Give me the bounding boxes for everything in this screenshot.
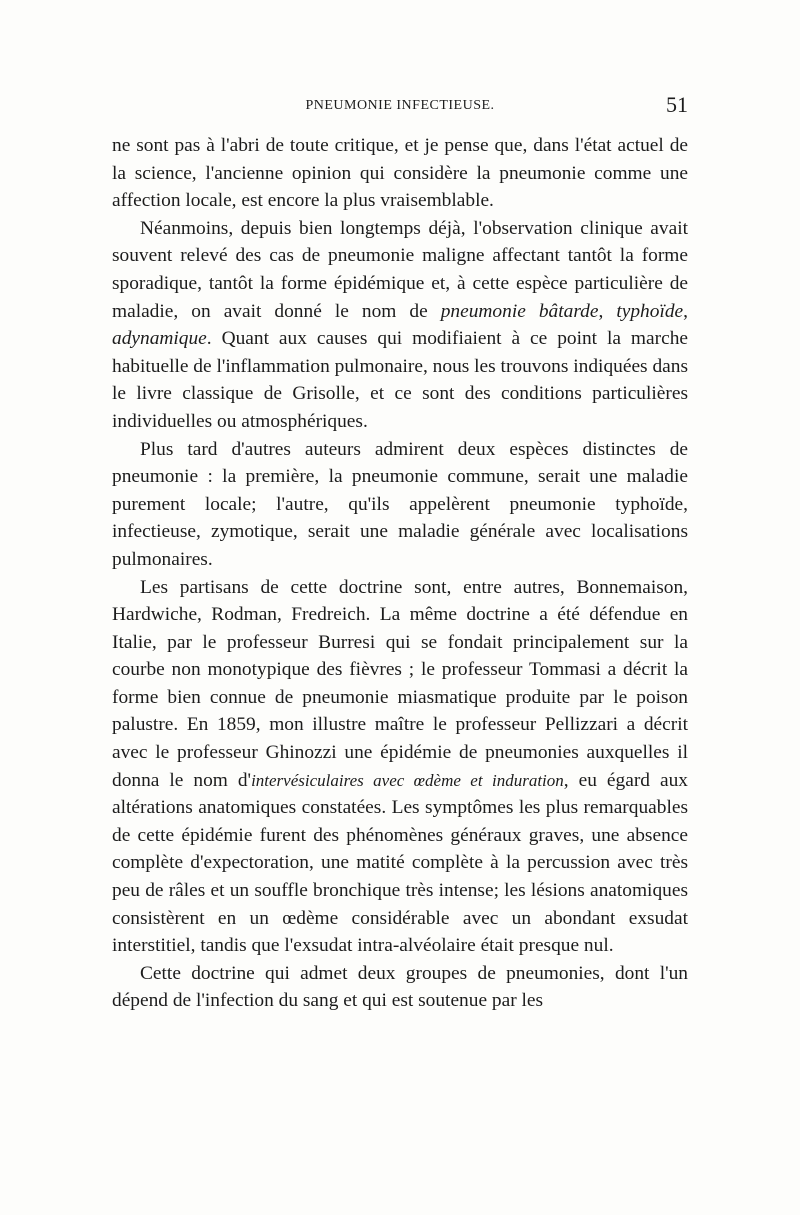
paragraph-4 — [112, 574, 688, 960]
paragraph-2 — [112, 215, 688, 436]
paragraph-3-text: Plus tard d'autres auteurs admirent deux espèces distinctes de pneumonie : la première, la pneumonie commune, serait une maladie purement locale; l'autre, qu'ils appelèrent pneumonie typhoïde, infectieuse, zymotique, serait une maladie générale avec localisations pulmonaires. — [112, 438, 688, 570]
page-number: 51 — [666, 92, 688, 117]
term-pneumonie-batarde: pneumonie bâtarde — [440, 300, 599, 322]
term-intervesiculaires: intervésiculaires avec œdème et induration — [251, 770, 564, 790]
paragraph-4-text-b: , eu égard aux altérations anatomiques constatées. Les symptômes les plus remarquables de cette épidémie furent des phénomènes généraux graves, une absence complète d'expectoration, une matité complète à la percussion avec très peu de râles et un souffle bronchique très intense; les lésions anatomiques consistèrent en un œdème considérable avec un abondant exsudat interstitiel, tandis que l'exsudat intra-alvéolaire était presque nul. — [112, 769, 688, 957]
paragraph-4-text-a: Les partisans de cette doctrine sont, entre autres, Bonnemaison, Hardwiche, Rodman, Fredreich. La même doctrine a été défendue en Italie, par le professeur Burresi qui se fondait principalement sur la courbe non monotypique des fièvres ; le professeur Tommasi a décrit la forme bien connue de pneumonie miasmatique produite par le poison palustre. En 1859, mon illustre maître le professeur Pellizzari a décrit avec le professeur Ghinozzi une épidémie de pneumonies auxquelles il donna le nom d' — [112, 576, 688, 791]
paragraph-1 — [112, 132, 688, 215]
book-page — [112, 92, 688, 1015]
separator-1: , — [598, 300, 617, 322]
running-title: PNEUMONIE INFECTIEUSE. — [305, 98, 495, 113]
paragraph-3 — [112, 436, 688, 574]
running-head — [112, 92, 688, 124]
term-typhoide: typhoïde — [616, 300, 684, 322]
separator-2: , — [683, 300, 688, 322]
body-text — [112, 132, 688, 1015]
paragraph-5 — [112, 960, 688, 1015]
paragraph-1-text: ne sont pas à l'abri de toute critique, et je pense que, dans l'état actuel de la science, l'ancienne opinion qui considère la pneumonie comme une affection locale, est encore la plus vraisemblable. — [112, 135, 688, 212]
paragraph-2-text-b: . Quant aux causes qui modifiaient à ce point la marche habituelle de l'inflammation pulmonaire, nous les trouvons indiquées dans le livre classique de Grisolle, et ce sont des conditions particulières individuelles ou atmosphériques. — [112, 328, 688, 432]
term-adynamique: adynamique — [112, 328, 207, 350]
paragraph-5-text: Cette doctrine qui admet deux groupes de pneumonies, dont l'un dépend de l'infection du sang et qui est soutenue par les — [112, 962, 688, 1012]
paragraph-2-text-a: Néanmoins, depuis bien longtemps déjà, l'observation clinique avait souvent relevé des cas de pneumonie maligne affectant tantôt la forme sporadique, tantôt la forme épidémique et, à cette espèce particulière de maladie, on avait donné le nom de — [112, 217, 688, 322]
